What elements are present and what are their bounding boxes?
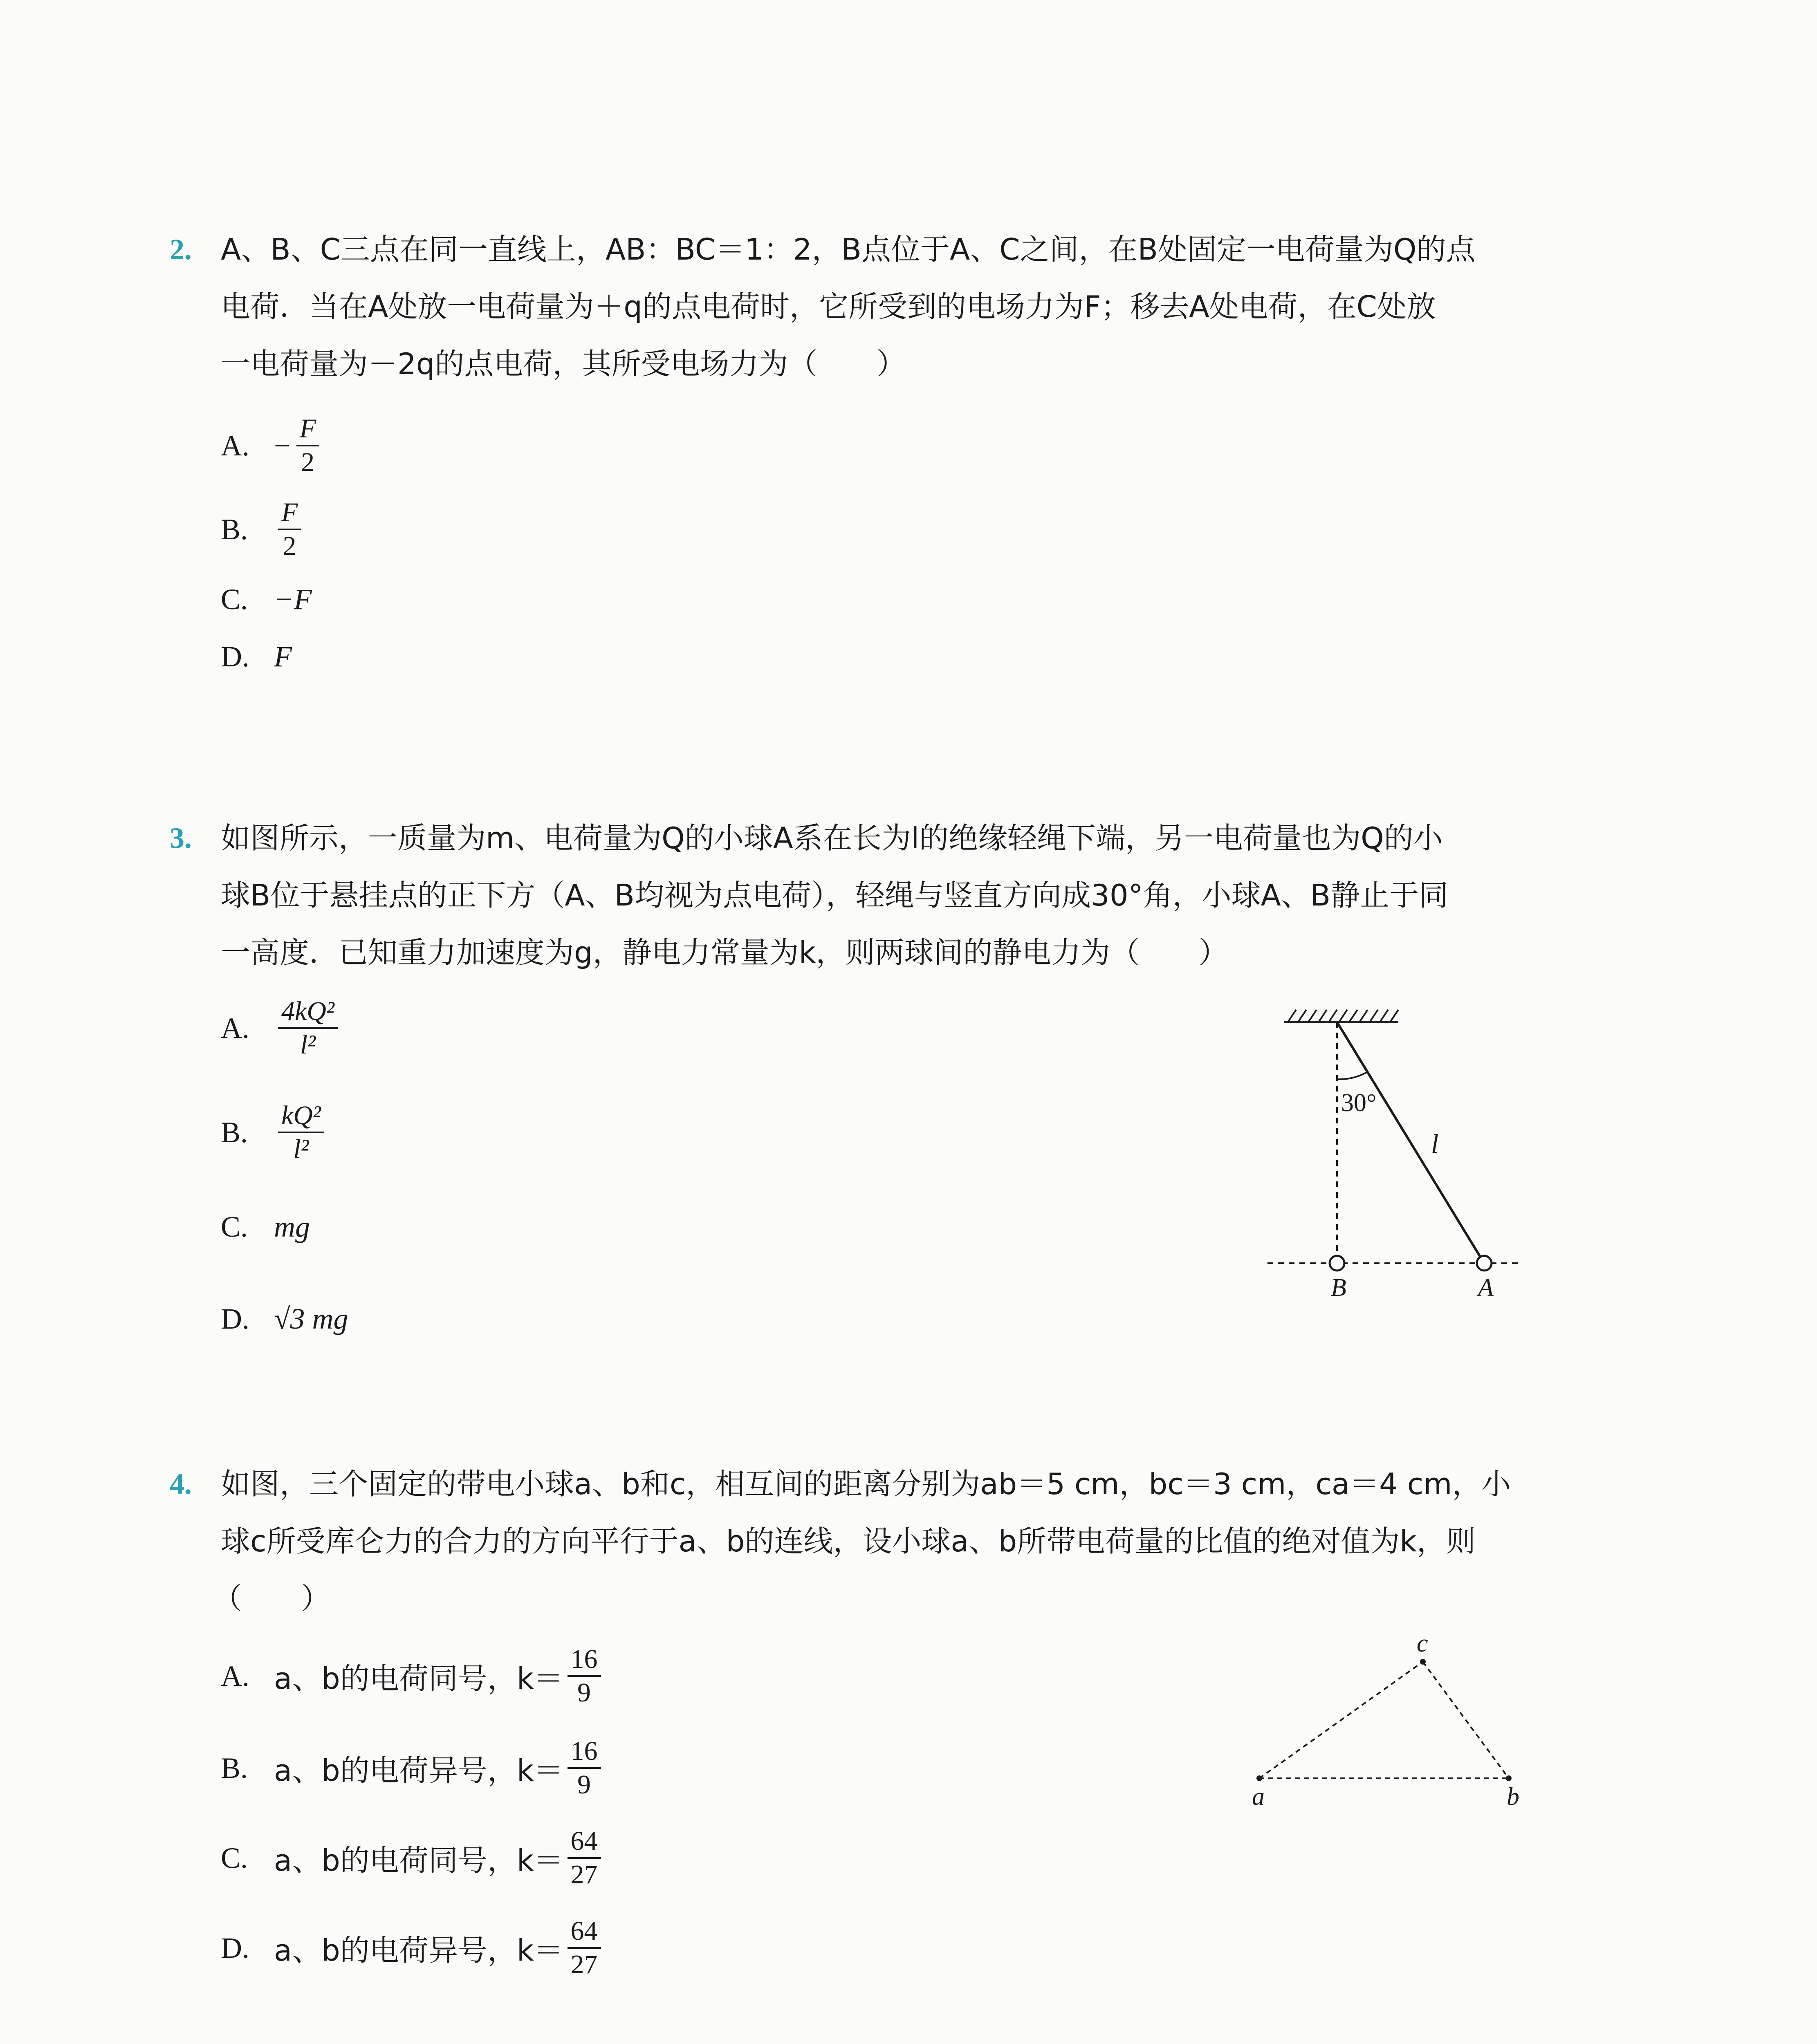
q2-option-d[interactable]: D. F: [221, 640, 292, 673]
rope-label: l: [1431, 1129, 1439, 1159]
question-2-line-3: 一电荷量为－2q的点电荷，其所受电场力为（ ）: [221, 347, 906, 381]
angle-label: 30°: [1341, 1089, 1377, 1117]
point-b: [1506, 1775, 1512, 1781]
question-4-line-1: 4. 如图，三个固定的带电小球a、b和c，相互间的距离分别为ab＝5 cm，bc＝3 cm，ca＝4 cm，小: [172, 1455, 1660, 1513]
fraction: $\frac{\text{4kQ²}}{\text{l²}}$: [278, 995, 338, 1061]
pendulum-figure: [1267, 997, 1533, 1316]
q2-option-c[interactable]: C. −F: [221, 583, 312, 616]
question-2-line-2: 电荷．当在A处放一电荷量为＋q的点电荷时，它所受到的电场力为F；移去A处电荷，在C处放: [221, 289, 1436, 324]
question-4-line-3: （ ）: [213, 1581, 331, 1616]
q3-option-c[interactable]: C. mg: [221, 1210, 310, 1243]
label-c: c: [1417, 1631, 1428, 1657]
q4-option-b[interactable]: B. a、b的电荷异号，k＝ $\frac{16}{9}$: [221, 1735, 601, 1801]
question-4-number: 4.: [170, 1468, 192, 1500]
fraction: $\frac{64}{27}$: [568, 1825, 601, 1891]
point-c: [1420, 1659, 1426, 1665]
triangle-figure: [1247, 1631, 1533, 1815]
question-3-number: 3.: [170, 822, 192, 854]
q4-option-d[interactable]: D. a、b的电荷异号，k＝ $\frac{64}{27}$: [221, 1915, 601, 1981]
question-3-line-2: 球B位于悬挂点的正下方（A、B均视为点电荷），轻绳与竖直方向成30°角，小球A、B静止于同: [221, 878, 1449, 912]
q4-option-a[interactable]: A. a、b的电荷同号，k＝ $\frac{16}{9}$: [221, 1643, 601, 1709]
ball-a: [1477, 1256, 1492, 1271]
q2-option-b[interactable]: B. $\frac{F}{2}$: [221, 497, 301, 562]
side-ac: [1259, 1662, 1423, 1778]
fraction: $\frac{16}{9}$: [568, 1735, 601, 1801]
label-a: a: [1252, 1783, 1265, 1811]
rope-line: [1337, 1022, 1482, 1260]
question-2-number: 2.: [170, 233, 192, 266]
q4-option-c[interactable]: C. a、b的电荷同号，k＝ $\frac{64}{27}$: [221, 1825, 601, 1891]
ball-b-label: B: [1331, 1274, 1346, 1302]
question-2-line-1: 2. A、B、C三点在同一直线上，AB：BC＝1：2，B点位于A、C之间，在B处固定一电荷量为Q的点: [172, 221, 1660, 278]
question-3: [172, 809, 1660, 981]
angle-arc: [1337, 1072, 1367, 1079]
question-2: [172, 221, 1660, 392]
q3-option-a[interactable]: A. $\frac{\text{4kQ²}}{\text{l²}}$: [221, 995, 338, 1061]
q2-option-a[interactable]: A. − $\frac{F}{2}$: [221, 413, 319, 478]
ball-a-label: A: [1478, 1274, 1494, 1302]
fraction: $\frac{F}{2}$: [296, 413, 319, 478]
q3-option-b[interactable]: B. $\frac{\text{kQ²}}{\text{l²}}$: [221, 1100, 324, 1165]
question-3-line-3: 一高度．已知重力加速度为g，静电力常量为k，则两球间的静电力为（ ）: [221, 935, 1228, 970]
fraction: $\frac{64}{27}$: [568, 1915, 601, 1981]
ceiling-hatching: [1288, 1010, 1398, 1022]
ball-b: [1330, 1256, 1344, 1271]
fraction: $\frac{F}{2}$: [278, 497, 301, 562]
fraction: $\frac{16}{9}$: [568, 1643, 601, 1709]
question-4-line-2: 球c所受库仑力的合力的方向平行于a、b的连线，设小球a、b所带电荷量的比值的绝对值为k，则: [221, 1524, 1476, 1558]
fraction: $\frac{\text{kQ²}}{\text{l²}}$: [278, 1100, 324, 1165]
side-bc: [1423, 1662, 1509, 1778]
label-b: b: [1507, 1783, 1519, 1811]
question-4: [172, 1455, 1660, 1627]
question-3-line-1: 3. 如图所示，一质量为m、电荷量为Q的小球A系在长为l的绝缘轻绳下端，另一电荷量也为Q的小: [172, 809, 1660, 867]
q3-option-d[interactable]: D. √3 mg: [221, 1302, 348, 1335]
point-a: [1256, 1775, 1262, 1781]
